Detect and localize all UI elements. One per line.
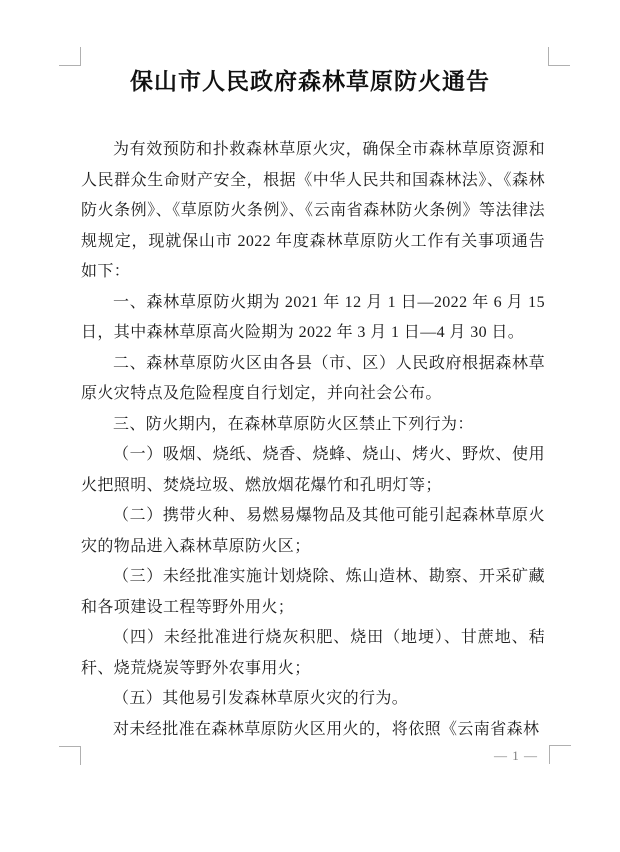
paragraph: 对未经批准在森林草原防火区用火的，将依照《云南省森林 bbox=[113, 720, 540, 738]
paragraph: （五）其他易引发森林草原火灾的行为。 bbox=[113, 690, 409, 707]
text-boundary-mark-bottom-left bbox=[59, 746, 81, 765]
paragraph: 三、防火期内，在森林草原防火区禁止下列行为： bbox=[113, 415, 474, 433]
document-body bbox=[81, 135, 545, 745]
paragraph: 二、森林草原防火区由各县（市、区）人民政府根据森林草原火灾特点及危险程度自行划定，并向社会公布。 bbox=[81, 354, 545, 402]
paragraph: （三）未经批准实施计划烧除、炼山造林、勘察、开采矿藏和各项建设工程等野外用火； bbox=[81, 568, 545, 616]
paragraph: （一）吸烟、烧纸、烧香、烧蜂、烧山、烤火、野炊、使用火把照明、焚烧垃圾、燃放烟花爆竹和孔明灯等； bbox=[81, 446, 545, 494]
paragraph: 一、森林草原防火期为 2021 年 12 月 1 日—2022 年 6 月 15 日，其中森林草原高火险期为 2022 年 3 月 1 日—4 月 30 日。 bbox=[81, 293, 545, 341]
page-number: — 1 — bbox=[494, 748, 538, 763]
text-boundary-mark-bottom-right bbox=[549, 745, 571, 764]
page-title: 保山市人民政府森林草原防火通告 bbox=[130, 69, 490, 94]
paragraph: 为有效预防和扑救森林草原火灾，确保全市森林草原资源和人民群众生命财产安全，根据《中华人民共和国森林法》、《森林防火条例》、《草原防火条例》、《云南省森林防火条例》等法律法规规定，现就保山市 2022 年度森林草原防火工作有关事项通告如下： bbox=[81, 141, 545, 280]
text-boundary-mark-top-right bbox=[548, 47, 570, 66]
paragraph: （四）未经批准进行烧灰积肥、烧田（地埂）、甘蔗地、秸秆、烧荒烧炭等野外农事用火； bbox=[81, 629, 545, 677]
text-boundary-mark-top-left bbox=[59, 47, 81, 66]
paragraph: （二）携带火种、易燃易爆物品及其他可能引起森林草原火灾的物品进入森林草原防火区； bbox=[81, 507, 545, 555]
